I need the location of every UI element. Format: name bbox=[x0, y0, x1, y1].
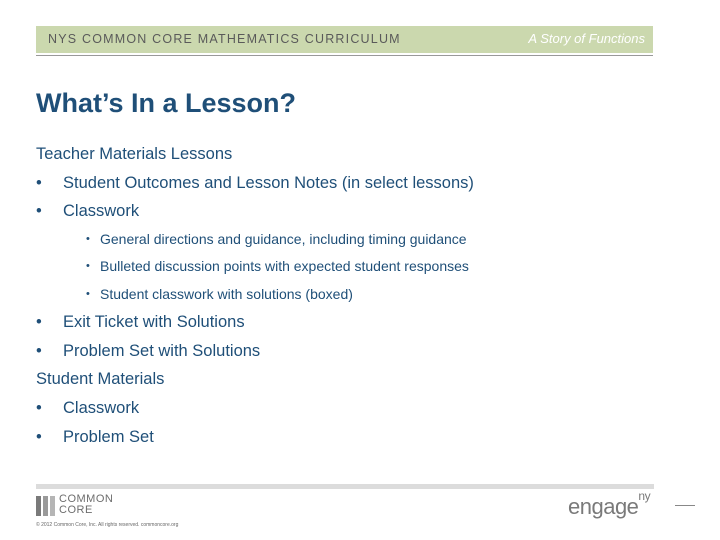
list-item-label: Student Outcomes and Lesson Notes (in select lessons) bbox=[63, 173, 474, 192]
curriculum-label: NYS COMMON CORE MATHEMATICS CURRICULUM bbox=[48, 32, 401, 46]
bullet-icon: • bbox=[36, 399, 42, 418]
header-divider bbox=[36, 55, 653, 56]
list-item-label: Classwork bbox=[63, 202, 140, 221]
sub-list-item-label: Student classwork with solutions (boxed) bbox=[100, 285, 353, 302]
sub-list-item bbox=[36, 226, 676, 254]
sub-list-item-label: Bulleted discussion points with expected student responses bbox=[100, 258, 469, 275]
common-core-logo bbox=[36, 494, 113, 516]
list-item-label: Problem Set with Solutions bbox=[63, 341, 261, 360]
bullet-icon: • bbox=[36, 202, 42, 221]
list-item bbox=[36, 423, 676, 452]
student-materials-heading: Student Materials bbox=[36, 370, 165, 389]
logo-line-2: CORE bbox=[59, 504, 93, 516]
list-item bbox=[36, 394, 676, 423]
module-label: A Story of Functions bbox=[528, 31, 645, 46]
bullet-icon: • bbox=[86, 287, 90, 300]
list-item bbox=[36, 337, 676, 366]
bullet-icon: • bbox=[36, 341, 42, 360]
list-item-label: Problem Set bbox=[63, 427, 154, 446]
page-title: What’s In a Lesson? bbox=[36, 88, 297, 118]
teacher-materials-heading: Teacher Materials Lessons bbox=[36, 145, 233, 163]
bullet-icon: • bbox=[86, 260, 90, 273]
engageny-logo bbox=[568, 488, 651, 520]
header-band bbox=[36, 26, 653, 53]
list-item bbox=[36, 169, 676, 198]
common-core-bars-icon bbox=[36, 496, 55, 516]
list-item bbox=[36, 308, 676, 337]
list-item-label: Exit Ticket with Solutions bbox=[63, 313, 245, 332]
copyright-notice: © 2012 Common Core, Inc. All rights reserved. commoncore.org bbox=[36, 522, 179, 528]
lesson-content bbox=[36, 140, 676, 451]
sub-list-item bbox=[36, 253, 676, 281]
list-item-label: Classwork bbox=[63, 399, 140, 418]
bullet-icon: • bbox=[36, 173, 42, 192]
logo-line-1: COMMON bbox=[59, 493, 114, 505]
list-item bbox=[36, 197, 676, 226]
footer-divider bbox=[36, 484, 654, 489]
sub-list-item-label: General directions and guidance, including timing guidance bbox=[100, 230, 467, 247]
footer-tail-line bbox=[675, 505, 695, 506]
engage-wordmark: engage bbox=[568, 494, 639, 519]
bullet-icon: • bbox=[86, 232, 90, 245]
sub-list-item bbox=[36, 281, 676, 309]
bullet-icon: • bbox=[36, 313, 42, 332]
bullet-icon: • bbox=[36, 427, 42, 446]
engage-sup: ny bbox=[638, 488, 651, 503]
